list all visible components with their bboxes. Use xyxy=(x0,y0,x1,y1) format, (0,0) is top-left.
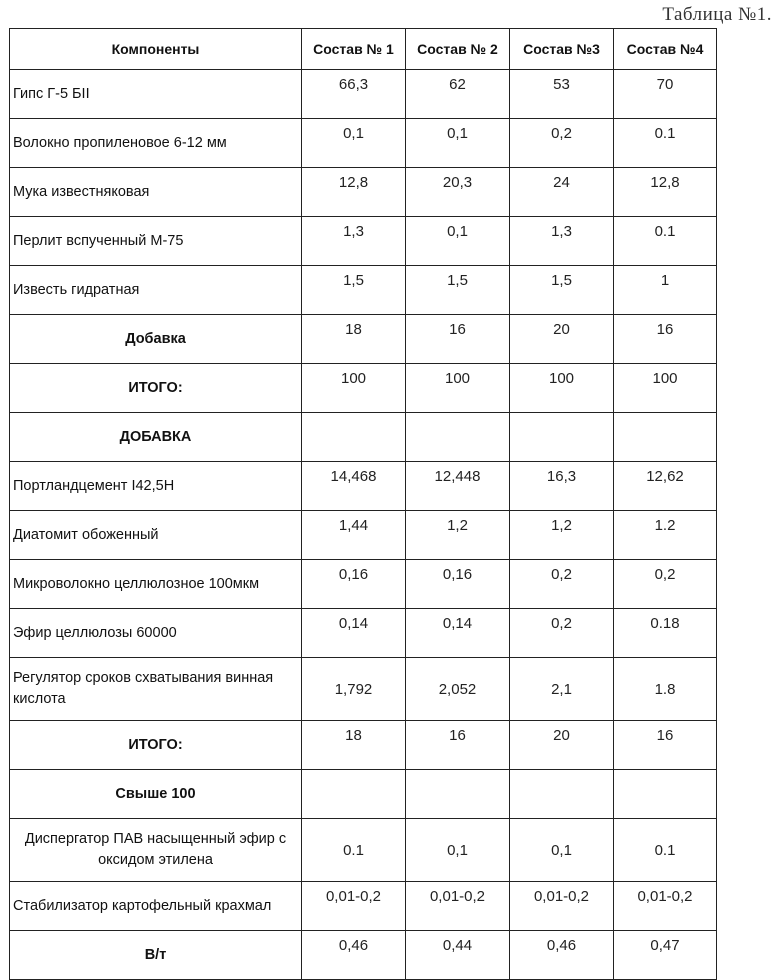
cell-value: 16 xyxy=(406,315,510,364)
cell-value: 0.1 xyxy=(614,819,717,882)
cell-value: 1,44 xyxy=(302,511,406,560)
cell-value: 66,3 xyxy=(302,70,406,119)
cell-value: 0,14 xyxy=(302,609,406,658)
header-composition-1: Состав № 1 xyxy=(302,29,406,70)
row-name: Диспергатор ПАВ насыщенный эфир с оксидом этилена xyxy=(10,819,302,882)
cell-value xyxy=(406,413,510,462)
row-name: Эфир целлюлозы 60000 xyxy=(10,609,302,658)
row-name: Портландцемент I42,5Н xyxy=(10,462,302,511)
header-components: Компоненты xyxy=(10,29,302,70)
cell-value: 14,468 xyxy=(302,462,406,511)
cell-value: 1,2 xyxy=(510,511,614,560)
cell-value: 20,3 xyxy=(406,168,510,217)
composition-table xyxy=(9,28,717,980)
header-row xyxy=(10,29,717,70)
cell-value: 0,2 xyxy=(510,609,614,658)
cell-value: 0,16 xyxy=(302,560,406,609)
cell-value: 1,792 xyxy=(302,658,406,721)
cell-value xyxy=(406,770,510,819)
cell-value: 1,5 xyxy=(406,266,510,315)
table-row xyxy=(10,462,717,511)
row-name: ИТОГО: xyxy=(10,364,302,413)
row-name: Мука известняковая xyxy=(10,168,302,217)
header-composition-3: Состав №3 xyxy=(510,29,614,70)
cell-value: 12,448 xyxy=(406,462,510,511)
cell-value: 18 xyxy=(302,721,406,770)
row-name: Стабилизатор картофельный крахмал xyxy=(10,882,302,931)
cell-value: 1.2 xyxy=(614,511,717,560)
cell-value: 16 xyxy=(406,721,510,770)
cell-value: 2,052 xyxy=(406,658,510,721)
cell-value: 0,01-0,2 xyxy=(510,882,614,931)
table-row xyxy=(10,364,717,413)
row-name: Известь гидратная xyxy=(10,266,302,315)
table-row xyxy=(10,511,717,560)
cell-value: 0,46 xyxy=(510,931,614,980)
cell-value: 1,3 xyxy=(302,217,406,266)
cell-value: 100 xyxy=(614,364,717,413)
cell-value xyxy=(302,413,406,462)
row-name: Перлит вспученный М-75 xyxy=(10,217,302,266)
table-row xyxy=(10,413,717,462)
table-row xyxy=(10,217,717,266)
table-row xyxy=(10,609,717,658)
row-name: В/т xyxy=(10,931,302,980)
cell-value: 0,46 xyxy=(302,931,406,980)
row-name: Волокно пропиленовое 6-12 мм xyxy=(10,119,302,168)
table-row xyxy=(10,70,717,119)
table-row xyxy=(10,721,717,770)
cell-value: 24 xyxy=(510,168,614,217)
cell-value: 62 xyxy=(406,70,510,119)
header-composition-2: Состав № 2 xyxy=(406,29,510,70)
table-row xyxy=(10,770,717,819)
row-name: Гипс Г-5 БII xyxy=(10,70,302,119)
cell-value: 70 xyxy=(614,70,717,119)
cell-value: 16 xyxy=(614,721,717,770)
cell-value: 0,16 xyxy=(406,560,510,609)
cell-value xyxy=(510,770,614,819)
cell-value: 0,47 xyxy=(614,931,717,980)
table-row xyxy=(10,658,717,721)
cell-value: 16 xyxy=(614,315,717,364)
cell-value: 0,01-0,2 xyxy=(406,882,510,931)
row-name: Регулятор сроков схватывания винная кислота xyxy=(10,658,302,721)
cell-value: 20 xyxy=(510,315,614,364)
cell-value: 0,1 xyxy=(406,217,510,266)
cell-value xyxy=(614,770,717,819)
cell-value: 0,2 xyxy=(614,560,717,609)
cell-value: 0,44 xyxy=(406,931,510,980)
cell-value: 0,2 xyxy=(510,119,614,168)
cell-value: 1 xyxy=(614,266,717,315)
table-row xyxy=(10,119,717,168)
cell-value: 12,8 xyxy=(614,168,717,217)
cell-value: 0,01-0,2 xyxy=(302,882,406,931)
cell-value: 0,1 xyxy=(406,119,510,168)
cell-value: 0.1 xyxy=(302,819,406,882)
cell-value: 0,01-0,2 xyxy=(614,882,717,931)
cell-value: 12,8 xyxy=(302,168,406,217)
row-name: ДОБАВКА xyxy=(10,413,302,462)
cell-value: 0.18 xyxy=(614,609,717,658)
row-name: Диатомит обоженный xyxy=(10,511,302,560)
row-name: Добавка xyxy=(10,315,302,364)
table-row xyxy=(10,560,717,609)
cell-value: 100 xyxy=(406,364,510,413)
cell-value: 16,3 xyxy=(510,462,614,511)
row-name: Свыше 100 xyxy=(10,770,302,819)
cell-value xyxy=(614,413,717,462)
cell-value: 1,5 xyxy=(302,266,406,315)
cell-value: 0,14 xyxy=(406,609,510,658)
cell-value: 0.1 xyxy=(614,217,717,266)
cell-value: 53 xyxy=(510,70,614,119)
cell-value: 1.8 xyxy=(614,658,717,721)
table-row xyxy=(10,315,717,364)
table-row xyxy=(10,882,717,931)
cell-value xyxy=(302,770,406,819)
table-row xyxy=(10,931,717,980)
cell-value: 20 xyxy=(510,721,614,770)
cell-value: 1,5 xyxy=(510,266,614,315)
cell-value: 1,2 xyxy=(406,511,510,560)
cell-value: 18 xyxy=(302,315,406,364)
table-row xyxy=(10,266,717,315)
table-row xyxy=(10,168,717,217)
cell-value: 100 xyxy=(510,364,614,413)
cell-value: 0,2 xyxy=(510,560,614,609)
cell-value: 12,62 xyxy=(614,462,717,511)
cell-value: 2,1 xyxy=(510,658,614,721)
cell-value: 0.1 xyxy=(614,119,717,168)
cell-value: 1,3 xyxy=(510,217,614,266)
cell-value: 0,1 xyxy=(510,819,614,882)
header-composition-4: Состав №4 xyxy=(614,29,717,70)
cell-value: 100 xyxy=(302,364,406,413)
cell-value: 0,1 xyxy=(302,119,406,168)
table-row xyxy=(10,819,717,882)
cell-value xyxy=(510,413,614,462)
table-caption: Таблица №1. xyxy=(662,4,772,25)
row-name: Микроволокно целлюлозное 100мкм xyxy=(10,560,302,609)
cell-value: 0,1 xyxy=(406,819,510,882)
row-name: ИТОГО: xyxy=(10,721,302,770)
